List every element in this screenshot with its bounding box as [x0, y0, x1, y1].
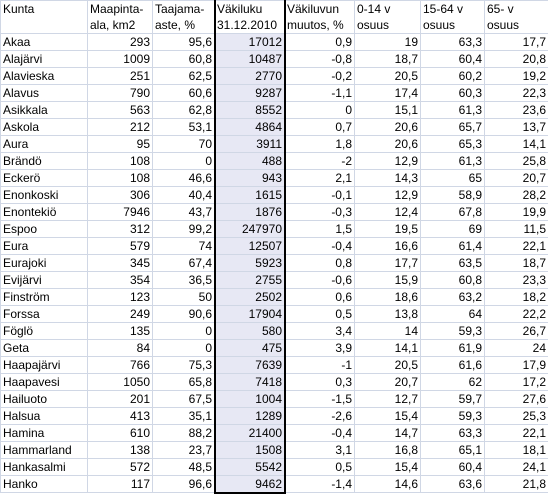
cell-kunta[interactable]: Akaa [1, 34, 88, 51]
cell-o14[interactable]: 12,9 [355, 187, 421, 204]
cell-o14[interactable]: 15,9 [355, 272, 421, 289]
cell-o14[interactable]: 15,1 [355, 102, 421, 119]
cell-o1564[interactable]: 67,8 [421, 204, 485, 221]
cell-ala[interactable]: 312 [88, 221, 153, 238]
cell-ala[interactable]: 7946 [88, 204, 153, 221]
cell-kunta[interactable]: Föglö [1, 323, 88, 340]
cell-muutos[interactable]: 0 [285, 102, 355, 119]
cell-o65[interactable]: 19,2 [485, 68, 548, 85]
cell-o14[interactable]: 14,1 [355, 340, 421, 357]
cell-taaj[interactable]: 70 [153, 136, 215, 153]
header-line: 31.12.2010 [217, 18, 278, 32]
table-row [1, 391, 548, 408]
cell-o1564[interactable]: 59,3 [421, 323, 485, 340]
cell-taaj[interactable]: 46,6 [153, 170, 215, 187]
cell-ala[interactable]: 610 [88, 425, 153, 442]
header-cell-vaki[interactable] [215, 1, 285, 34]
cell-muutos[interactable]: 3,4 [285, 323, 355, 340]
cell-o65[interactable]: 18,2 [485, 289, 548, 306]
cell-o14[interactable]: 14,7 [355, 425, 421, 442]
cell-o65[interactable]: 20,7 [485, 170, 548, 187]
cell-taaj[interactable]: 88,2 [153, 425, 215, 442]
cell-vaki[interactable]: 247970 [215, 221, 285, 238]
table-row [1, 374, 548, 391]
header-cell-taaj[interactable] [153, 1, 215, 34]
cell-taaj[interactable]: 0 [153, 323, 215, 340]
cell-kunta[interactable]: Brändö [1, 153, 88, 170]
cell-kunta[interactable]: Haapavesi [1, 374, 88, 391]
cell-vaki[interactable]: 4864 [215, 119, 285, 136]
cell-muutos[interactable]: -0,6 [285, 272, 355, 289]
table-row [1, 255, 548, 272]
cell-o1564[interactable]: 60,3 [421, 85, 485, 102]
table-row [1, 119, 548, 136]
column-headers [1, 1, 548, 34]
cell-vaki[interactable]: 1615 [215, 187, 285, 204]
cell-vaki[interactable]: 1508 [215, 442, 285, 459]
cell-ala[interactable]: 135 [88, 323, 153, 340]
cell-o14[interactable]: 12,4 [355, 204, 421, 221]
cell-taaj[interactable]: 99,2 [153, 221, 215, 238]
cell-muutos[interactable]: -1,5 [285, 391, 355, 408]
cell-o14[interactable]: 18,7 [355, 51, 421, 68]
table-row [1, 459, 548, 476]
cell-ala[interactable]: 293 [88, 34, 153, 51]
cell-muutos[interactable]: -2,6 [285, 408, 355, 425]
cell-muutos[interactable]: -0,3 [285, 204, 355, 221]
cell-muutos[interactable]: -0,1 [285, 187, 355, 204]
cell-kunta[interactable]: Haapajärvi [1, 357, 88, 374]
header-line: 65- v [487, 2, 514, 16]
cell-o65[interactable]: 18,1 [485, 442, 548, 459]
cell-muutos[interactable]: 0,5 [285, 306, 355, 323]
cell-kunta[interactable]: Hailuoto [1, 391, 88, 408]
cell-kunta[interactable]: Evijärvi [1, 272, 88, 289]
cell-o65[interactable]: 24,1 [485, 459, 548, 476]
cell-muutos[interactable]: -0,4 [285, 425, 355, 442]
cell-o1564[interactable]: 65,3 [421, 136, 485, 153]
cell-kunta[interactable]: Eckerö [1, 170, 88, 187]
cell-taaj[interactable]: 0 [153, 340, 215, 357]
cell-vaki[interactable]: 10487 [215, 51, 285, 68]
cell-muutos[interactable]: 0,7 [285, 119, 355, 136]
cell-muutos[interactable]: -0,4 [285, 238, 355, 255]
cell-o65[interactable]: 28,2 [485, 187, 548, 204]
cell-o14[interactable]: 19 [355, 34, 421, 51]
cell-ala[interactable]: 1009 [88, 51, 153, 68]
cell-ala[interactable]: 354 [88, 272, 153, 289]
table-row [1, 408, 548, 425]
cell-taaj[interactable]: 62,5 [153, 68, 215, 85]
header-cell-o14[interactable] [355, 1, 421, 34]
cell-vaki[interactable]: 12507 [215, 238, 285, 255]
cell-taaj[interactable]: 67,4 [153, 255, 215, 272]
cell-ala[interactable]: 572 [88, 459, 153, 476]
cell-muutos[interactable]: -1,1 [285, 85, 355, 102]
cell-kunta[interactable]: Askola [1, 119, 88, 136]
header-line: muutos, % [287, 18, 344, 32]
cell-vaki[interactable]: 7639 [215, 357, 285, 374]
cell-taaj[interactable]: 23,7 [153, 442, 215, 459]
cell-ala[interactable]: 251 [88, 68, 153, 85]
table-row [1, 204, 548, 221]
cell-kunta[interactable]: Hammarland [1, 442, 88, 459]
table-row [1, 340, 548, 357]
cell-vaki[interactable]: 21400 [215, 425, 285, 442]
cell-taaj[interactable]: 90,6 [153, 306, 215, 323]
cell-o65[interactable]: 17,2 [485, 374, 548, 391]
cell-taaj[interactable]: 67,5 [153, 391, 215, 408]
cell-kunta[interactable]: Eura [1, 238, 88, 255]
cell-vaki[interactable]: 17012 [215, 34, 285, 51]
cell-ala[interactable]: 249 [88, 306, 153, 323]
header-line: osuus [487, 18, 520, 32]
table-row [1, 85, 548, 102]
table-row [1, 238, 548, 255]
cell-kunta[interactable]: Geta [1, 340, 88, 357]
cell-kunta[interactable]: Espoo [1, 221, 88, 238]
cell-vaki[interactable]: 2755 [215, 272, 285, 289]
table-row [1, 170, 548, 187]
cell-taaj[interactable]: 74 [153, 238, 215, 255]
cell-o65[interactable]: 22,2 [485, 306, 548, 323]
cell-ala[interactable]: 84 [88, 340, 153, 357]
cell-taaj[interactable]: 0 [153, 153, 215, 170]
cell-muutos[interactable]: 0,5 [285, 459, 355, 476]
cell-muutos[interactable]: -0,2 [285, 68, 355, 85]
cell-vaki[interactable]: 2502 [215, 289, 285, 306]
cell-kunta[interactable]: Hamina [1, 425, 88, 442]
header-line: Väkiluku [217, 2, 263, 16]
header-line: osuus [357, 18, 390, 32]
cell-o1564[interactable]: 63,2 [421, 289, 485, 306]
cell-kunta[interactable]: Forssa [1, 306, 88, 323]
cell-ala[interactable]: 413 [88, 408, 153, 425]
cell-ala[interactable]: 306 [88, 187, 153, 204]
cell-taaj[interactable]: 95,6 [153, 34, 215, 51]
cell-o14[interactable]: 20,5 [355, 68, 421, 85]
cell-o65[interactable]: 23,6 [485, 102, 548, 119]
cell-o1564[interactable]: 65 [421, 170, 485, 187]
cell-kunta[interactable]: Enontekiö [1, 204, 88, 221]
header-line: osuus [423, 18, 456, 32]
cell-muutos[interactable]: 3,9 [285, 340, 355, 357]
header-line: 15-64 v [423, 2, 464, 16]
table-row [1, 425, 548, 442]
table-row [1, 323, 548, 340]
cell-o65[interactable]: 17,9 [485, 357, 548, 374]
cell-o1564[interactable]: 63,3 [421, 425, 485, 442]
cell-o14[interactable]: 20,7 [355, 374, 421, 391]
cell-o65[interactable]: 25,8 [485, 153, 548, 170]
cell-o1564[interactable]: 63,3 [421, 34, 485, 51]
cell-o1564[interactable]: 58,9 [421, 187, 485, 204]
cell-o1564[interactable]: 59,7 [421, 391, 485, 408]
cell-o14[interactable]: 17,4 [355, 85, 421, 102]
cell-kunta[interactable]: Aura [1, 136, 88, 153]
cell-o1564[interactable]: 63,5 [421, 255, 485, 272]
cell-muutos[interactable]: -1,4 [285, 476, 355, 493]
cell-taaj[interactable]: 60,6 [153, 85, 215, 102]
cell-vaki[interactable]: 488 [215, 153, 285, 170]
header-line: Kunta [3, 2, 35, 16]
cell-o1564[interactable]: 61,3 [421, 102, 485, 119]
cell-ala[interactable]: 95 [88, 136, 153, 153]
cell-vaki[interactable]: 475 [215, 340, 285, 357]
cell-ala[interactable]: 790 [88, 85, 153, 102]
header-line: Maapinta- [90, 2, 144, 16]
table-row [1, 153, 548, 170]
cell-muutos[interactable]: 2,1 [285, 170, 355, 187]
cell-kunta[interactable]: Hankasalmi [1, 459, 88, 476]
cell-o1564[interactable]: 60,4 [421, 51, 485, 68]
header-cell-o1564[interactable] [421, 1, 485, 34]
cell-ala[interactable]: 212 [88, 119, 153, 136]
cell-o14[interactable]: 20,6 [355, 136, 421, 153]
table-row [1, 357, 548, 374]
cell-vaki[interactable]: 9287 [215, 85, 285, 102]
cell-taaj[interactable]: 65,8 [153, 374, 215, 391]
cell-o65[interactable]: 20,8 [485, 51, 548, 68]
cell-o1564[interactable]: 61,3 [421, 153, 485, 170]
cell-o65[interactable]: 22,1 [485, 425, 548, 442]
table-row [1, 51, 548, 68]
cell-o14[interactable]: 16,8 [355, 442, 421, 459]
cell-vaki[interactable]: 2770 [215, 68, 285, 85]
header-row [1, 1, 548, 34]
cell-o65[interactable]: 18,7 [485, 255, 548, 272]
cell-taaj[interactable]: 40,4 [153, 187, 215, 204]
cell-o65[interactable]: 11,5 [485, 221, 548, 238]
cell-taaj[interactable]: 50 [153, 289, 215, 306]
cell-o14[interactable]: 15,4 [355, 408, 421, 425]
cell-vaki[interactable]: 580 [215, 323, 285, 340]
cell-o65[interactable]: 23,3 [485, 272, 548, 289]
cell-vaki[interactable]: 1004 [215, 391, 285, 408]
cell-kunta[interactable]: Enonkoski [1, 187, 88, 204]
cell-kunta[interactable]: Eurajoki [1, 255, 88, 272]
cell-taaj[interactable]: 62,8 [153, 102, 215, 119]
cell-vaki[interactable]: 5542 [215, 459, 285, 476]
cell-o1564[interactable]: 59,3 [421, 408, 485, 425]
header-line: Taajama- [155, 2, 205, 16]
cell-ala[interactable]: 201 [88, 391, 153, 408]
cell-ala[interactable]: 108 [88, 153, 153, 170]
cell-muutos[interactable]: 0,6 [285, 289, 355, 306]
cell-taaj[interactable]: 48,5 [153, 459, 215, 476]
table-row [1, 442, 548, 459]
cell-o1564[interactable]: 65,7 [421, 119, 485, 136]
cell-o65[interactable]: 17,7 [485, 34, 548, 51]
cell-o1564[interactable]: 60,8 [421, 272, 485, 289]
cell-muutos[interactable]: 1,8 [285, 136, 355, 153]
cell-muutos[interactable]: 3,1 [285, 442, 355, 459]
cell-o65[interactable]: 22,3 [485, 85, 548, 102]
cell-kunta[interactable]: Alavus [1, 85, 88, 102]
cell-o14[interactable]: 14 [355, 323, 421, 340]
cell-muutos[interactable]: 0,8 [285, 255, 355, 272]
cell-kunta[interactable]: Hanko [1, 476, 88, 493]
cell-taaj[interactable]: 75,3 [153, 357, 215, 374]
table-row [1, 272, 548, 289]
cell-o65[interactable]: 19,9 [485, 204, 548, 221]
cell-o65[interactable]: 25,3 [485, 408, 548, 425]
cell-kunta[interactable]: Alajärvi [1, 51, 88, 68]
cell-kunta[interactable]: Asikkala [1, 102, 88, 119]
header-line: aste, % [155, 18, 196, 32]
header-cell-muutos[interactable] [285, 1, 355, 34]
cell-o1564[interactable]: 61,4 [421, 238, 485, 255]
cell-taaj[interactable]: 43,7 [153, 204, 215, 221]
cell-taaj[interactable]: 36,5 [153, 272, 215, 289]
cell-o65[interactable]: 27,6 [485, 391, 548, 408]
cell-o14[interactable]: 12,7 [355, 391, 421, 408]
cell-o14[interactable]: 14,6 [355, 476, 421, 493]
cell-taaj[interactable]: 35,1 [153, 408, 215, 425]
cell-muutos[interactable]: -2 [285, 153, 355, 170]
cell-muutos[interactable]: -1 [285, 357, 355, 374]
cell-vaki[interactable]: 9462 [215, 476, 285, 493]
cell-vaki[interactable]: 7418 [215, 374, 285, 391]
cell-o65[interactable]: 24 [485, 340, 548, 357]
header-cell-o65[interactable] [485, 1, 548, 34]
cell-vaki[interactable]: 17904 [215, 306, 285, 323]
cell-vaki[interactable]: 3911 [215, 136, 285, 153]
cell-o14[interactable]: 16,6 [355, 238, 421, 255]
cell-ala[interactable]: 117 [88, 476, 153, 493]
cell-o14[interactable]: 15,4 [355, 459, 421, 476]
cell-o1564[interactable]: 69 [421, 221, 485, 238]
table-row [1, 476, 548, 493]
cell-o65[interactable]: 13,7 [485, 119, 548, 136]
cell-muutos[interactable]: 0,3 [285, 374, 355, 391]
cell-o65[interactable]: 21,8 [485, 476, 548, 493]
table-row [1, 306, 548, 323]
cell-o14[interactable]: 19,5 [355, 221, 421, 238]
cell-vaki[interactable]: 5923 [215, 255, 285, 272]
header-line: Väkiluvun [287, 2, 340, 16]
header-cell-kunta[interactable] [1, 1, 88, 34]
cell-ala[interactable]: 123 [88, 289, 153, 306]
cell-kunta[interactable]: Halsua [1, 408, 88, 425]
cell-taaj[interactable]: 60,8 [153, 51, 215, 68]
cell-o14[interactable]: 12,9 [355, 153, 421, 170]
cell-o14[interactable]: 17,7 [355, 255, 421, 272]
cell-ala[interactable]: 345 [88, 255, 153, 272]
cell-vaki[interactable]: 943 [215, 170, 285, 187]
cell-ala[interactable]: 563 [88, 102, 153, 119]
cell-ala[interactable]: 138 [88, 442, 153, 459]
cell-muutos[interactable]: 0,9 [285, 34, 355, 51]
cell-ala[interactable]: 579 [88, 238, 153, 255]
cell-ala[interactable]: 1050 [88, 374, 153, 391]
cell-ala[interactable]: 108 [88, 170, 153, 187]
cell-o14[interactable]: 20,5 [355, 357, 421, 374]
cell-o1564[interactable]: 64 [421, 306, 485, 323]
cell-o65[interactable]: 22,1 [485, 238, 548, 255]
cell-muutos[interactable]: 1,5 [285, 221, 355, 238]
cell-o1564[interactable]: 60,2 [421, 68, 485, 85]
cell-o1564[interactable]: 60,4 [421, 459, 485, 476]
cell-vaki[interactable]: 1876 [215, 204, 285, 221]
cell-o14[interactable]: 14,3 [355, 170, 421, 187]
table-row [1, 34, 548, 51]
cell-vaki[interactable]: 8552 [215, 102, 285, 119]
cell-ala[interactable]: 766 [88, 357, 153, 374]
cell-o1564[interactable]: 61,9 [421, 340, 485, 357]
cell-taaj[interactable]: 53,1 [153, 119, 215, 136]
table-row [1, 221, 548, 238]
cell-o14[interactable]: 13,8 [355, 306, 421, 323]
cell-kunta[interactable]: Alavieska [1, 68, 88, 85]
cell-vaki[interactable]: 1289 [215, 408, 285, 425]
table-row [1, 68, 548, 85]
cell-o1564[interactable]: 61,6 [421, 357, 485, 374]
table-row [1, 136, 548, 153]
cell-muutos[interactable]: -0,8 [285, 51, 355, 68]
cell-o65[interactable]: 26,7 [485, 323, 548, 340]
header-line: ala, km2 [90, 18, 136, 32]
cell-o1564[interactable]: 62 [421, 374, 485, 391]
table-row [1, 289, 548, 306]
cell-o14[interactable]: 20,6 [355, 119, 421, 136]
cell-o14[interactable]: 18,6 [355, 289, 421, 306]
cell-o65[interactable]: 14,1 [485, 136, 548, 153]
cell-o1564[interactable]: 65,1 [421, 442, 485, 459]
cell-kunta[interactable]: Finström [1, 289, 88, 306]
header-line: 0-14 v [357, 2, 391, 16]
header-cell-ala[interactable] [88, 1, 153, 34]
table-row [1, 102, 548, 119]
cell-o1564[interactable]: 63,6 [421, 476, 485, 493]
cell-taaj[interactable]: 96,6 [153, 476, 215, 493]
table-row [1, 187, 548, 204]
table-body [1, 34, 548, 493]
